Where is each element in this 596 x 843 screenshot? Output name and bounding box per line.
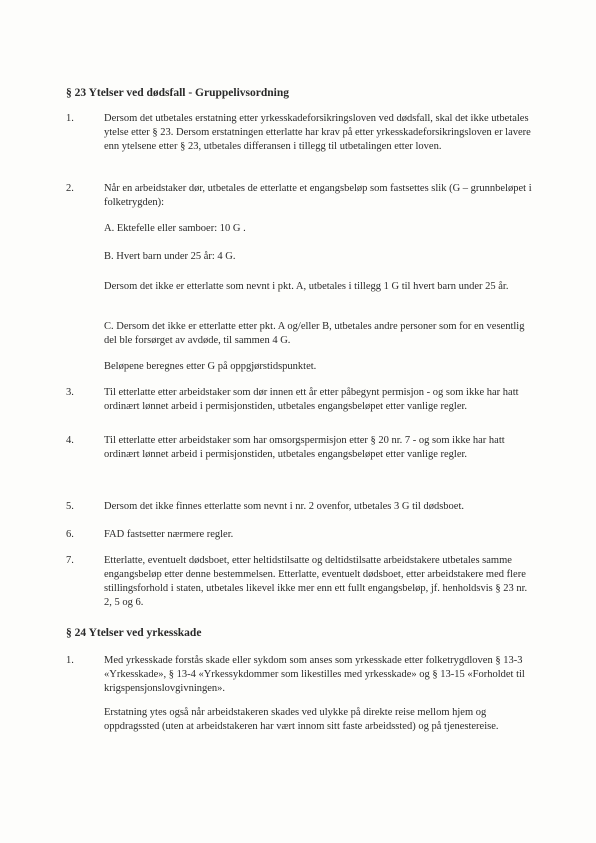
- item-number: 4.: [66, 435, 74, 446]
- item-number: 3.: [66, 387, 74, 398]
- section-23-paragraph-2: Når en arbeidstaker dør, utbetales de etterlatte et engangsbeløp som fastsettes slik (G – grunnbeløpet i folketrygden):: [104, 183, 532, 208]
- section-23-paragraph-5: Dersom det ikke finnes etterlatte som nevnt i nr. 2 ovenfor, utbetales 3 G til dødsboet.: [104, 501, 464, 512]
- item-number: 1.: [66, 113, 74, 124]
- item-number: 6.: [66, 529, 74, 540]
- section-23-paragraph-2b: B. Hvert barn under 25 år: 4 G.: [104, 251, 236, 262]
- item-number: 5.: [66, 501, 74, 512]
- section-23-paragraph-6: FAD fastsetter nærmere regler.: [104, 529, 234, 540]
- section-23-paragraph-2b-note: Dersom det ikke er etterlatte som nevnt i pkt. A, utbetales i tillegg 1 G til hvert barn under 25 år.: [104, 281, 509, 292]
- section-23-paragraph-1: Dersom det utbetales erstatning etter yrkesskadeforsikringsloven ved dødsfall, skal det ikke utbetales ytelse etter § 23. Dersom erstatningen etterlatte har krav på etter yrkesskadeforsikringsloven er lavere enn ytelsene etter § 23, utbetales differansen i tillegg til utbetalingen etter loven.: [104, 113, 531, 152]
- section-23-paragraph-7: Etterlatte, eventuelt dødsboet, etter heltidstilsatte og deltidstilsatte arbeidstakere utbetales samme engangsbeløp etter denne bestemmelsen. Etterlatte, eventuelt dødsboet, etter arbeidstakere med flere stillingsforhold i staten, utbetales likevel ikke mer enn ett fullt engangsbeløp, jf. henholdsvis § 23 nr. 2, 5 og 6.: [104, 555, 528, 608]
- section-23-paragraph-4: Til etterlatte etter arbeidstaker som har omsorgspermisjon etter § 20 nr. 7 - og som ikke har hatt ordinært lønnet arbeid i permisjonstiden, utbetales engangsbeløpet etter vanlige regler.: [104, 435, 505, 460]
- section-23-paragraph-3: Til etterlatte etter arbeidstaker som dør innen ett år etter påbegynt permisjon - og som ikke har hatt ordinært lønnet arbeid i permisjonstiden, utbetales engangsbeløpet etter vanlige regler.: [104, 387, 519, 412]
- item-number: 2.: [66, 183, 74, 194]
- section-23-paragraph-2a: A. Ektefelle eller samboer: 10 G .: [104, 223, 246, 234]
- section-24-paragraph-1-note: Erstatning ytes også når arbeidstakeren skades ved ulykke på direkte reise mellom hjem og oppdragssted (uten at arbeidstakeren har vært innom sitt faste arbeidssted) og på tjenestereise.: [104, 707, 499, 732]
- section-24-paragraph-1: Med yrkesskade forstås skade eller sykdom som anses som yrkesskade etter folketrygdloven § 13-3 «Yrkesskade», § 13-4 «Yrkessykdommer som likestilles med yrkesskade» og § 13-15 «Forholdet til krigspensjonslovgivningen».: [104, 655, 525, 694]
- item-number: 7.: [66, 555, 74, 566]
- section-23-paragraph-2-note: Beløpene beregnes etter G på oppgjørstidspunktet.: [104, 361, 317, 372]
- item-number: 1.: [66, 655, 74, 666]
- section-23-heading: § 23 Ytelser ved dødsfall - Gruppelivsordning: [66, 87, 289, 99]
- section-23-paragraph-2c: C. Dersom det ikke er etterlatte etter pkt. A og/eller B, utbetales andre personer som for en vesentlig del ble forsørget av avdøde, til sammen 4 G.: [104, 321, 525, 346]
- section-24-heading: § 24 Ytelser ved yrkesskade: [66, 627, 202, 639]
